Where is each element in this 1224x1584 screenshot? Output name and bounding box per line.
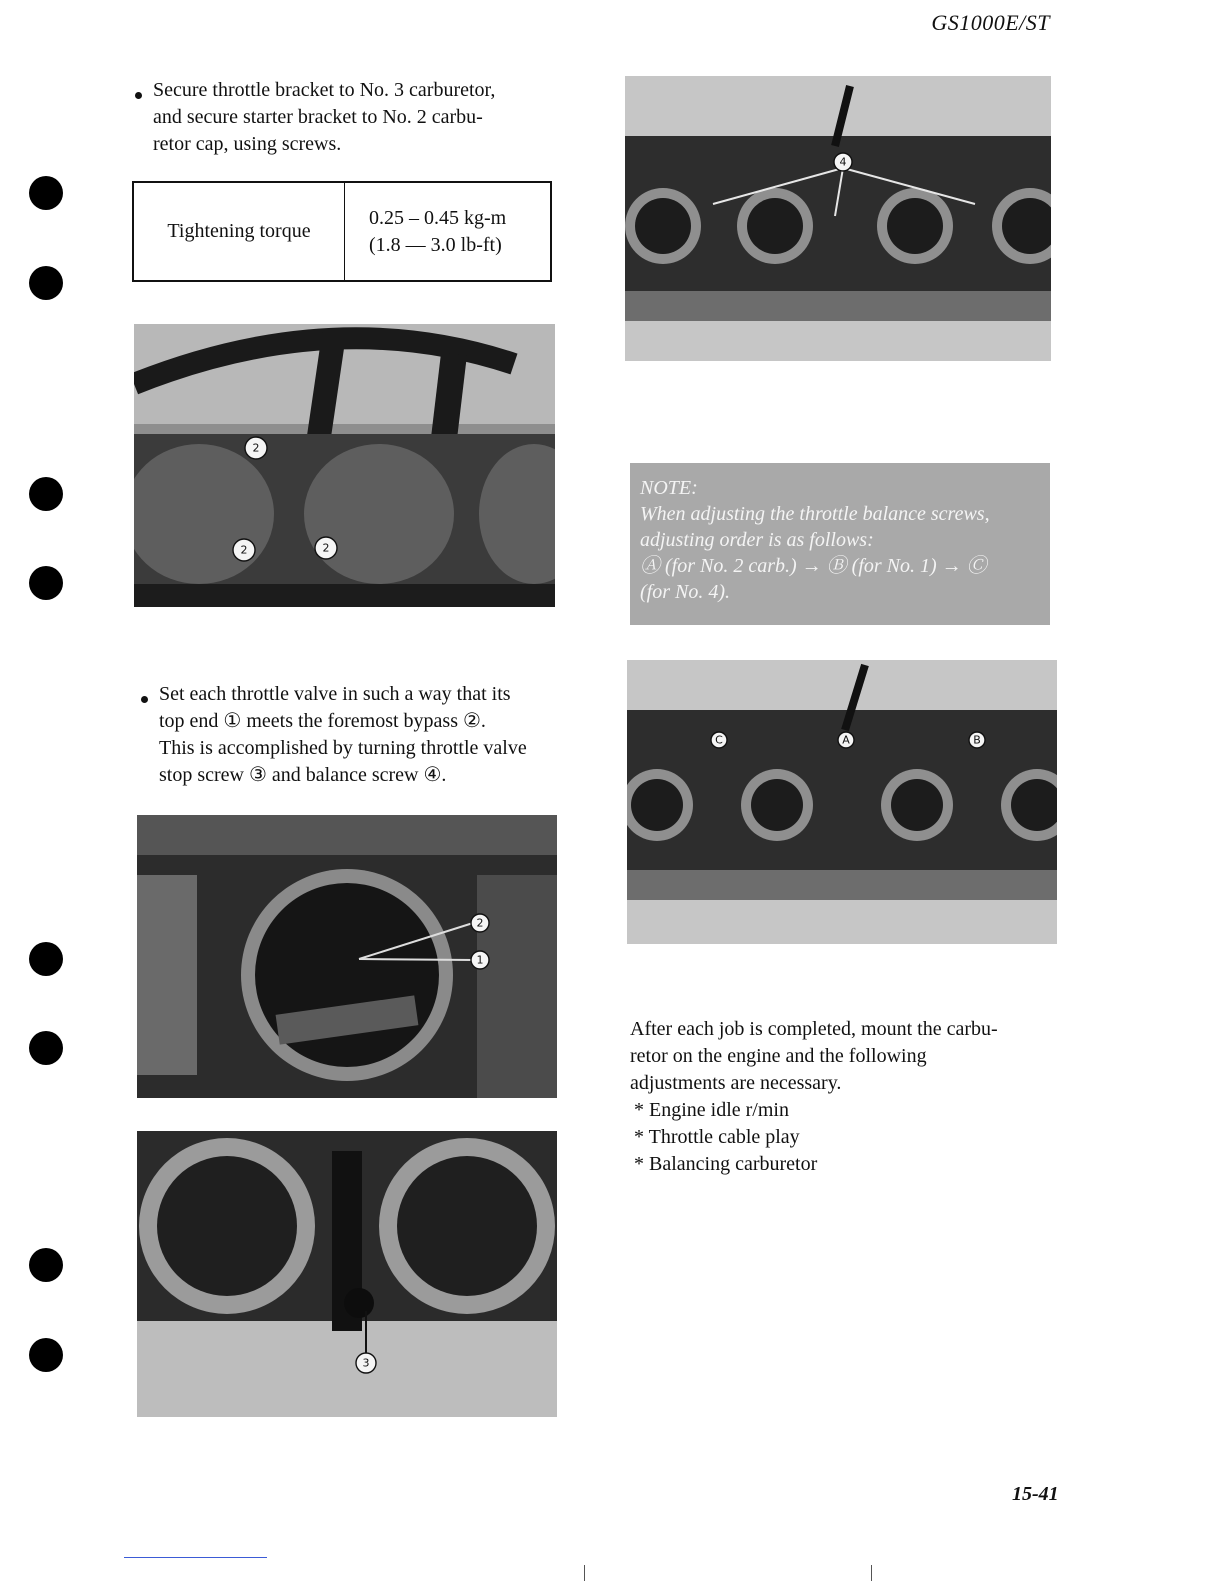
callout-marker	[356, 1353, 376, 1373]
page-number: 15-41	[1012, 1483, 1059, 1505]
bullet-dot	[141, 696, 148, 703]
torque-values	[345, 183, 550, 280]
svg-text:B: B	[973, 733, 981, 747]
callout-marker	[471, 951, 489, 969]
text-line: retor cap, using screws.	[153, 133, 342, 155]
adjustment-list	[630, 1097, 1058, 1178]
callout-marker	[233, 539, 255, 561]
scan-mark	[871, 1565, 872, 1581]
text-line: top end ① meets the foremost bypass ②.	[159, 710, 486, 732]
torque-value-imperial: (1.8 — 3.0 lb-ft)	[369, 233, 502, 256]
note-line: When adjusting the throttle balance screws,	[640, 503, 990, 525]
callout-marker	[838, 732, 854, 748]
note-box	[630, 463, 1050, 625]
binder-hole	[29, 1248, 63, 1282]
note-line: (for No. 4).	[640, 581, 730, 603]
photo-balance-order	[627, 660, 1057, 944]
photo-throttle-bypass	[137, 815, 557, 1098]
throttle-valve-instruction	[159, 681, 555, 789]
svg-text:2: 2	[476, 916, 484, 930]
text-line: Secure throttle bracket to No. 3 carburetor,	[153, 79, 496, 101]
binder-hole	[29, 1338, 63, 1372]
binder-hole	[29, 176, 63, 210]
svg-text:C: C	[715, 733, 723, 747]
photo-bypass-illustration	[137, 815, 557, 1098]
post-adjustment-text	[630, 1016, 1058, 1178]
text-line: This is accomplished by turning throttle valve	[159, 737, 527, 759]
note-line: adjusting order is as follows:	[640, 529, 874, 551]
bracket-instruction	[153, 77, 553, 158]
svg-text:2: 2	[322, 541, 330, 555]
callout-marker	[471, 914, 489, 932]
adjustment-item: * Throttle cable play	[634, 1126, 800, 1148]
bullet-dot	[135, 92, 142, 99]
photo-balance-order-illustration	[627, 660, 1057, 944]
callout-marker	[711, 732, 727, 748]
callout-marker	[969, 732, 985, 748]
svg-text:2: 2	[252, 441, 260, 455]
callout-marker	[834, 153, 852, 171]
torque-value-metric: 0.25 – 0.45 kg-m	[369, 206, 507, 229]
photo-bracket-illustration	[134, 324, 555, 607]
adjustment-item: * Balancing carburetor	[634, 1153, 818, 1175]
photo-balance-screws	[625, 76, 1051, 361]
text-line: and secure starter bracket to No. 2 carbu-	[153, 106, 483, 128]
footer-rule	[124, 1557, 267, 1558]
photo-bracket-screws	[134, 324, 555, 607]
text-line: stop screw ③ and balance screw ④.	[159, 764, 447, 786]
note-title: NOTE:	[640, 477, 698, 499]
binder-hole	[29, 942, 63, 976]
svg-text:3: 3	[362, 1356, 370, 1370]
torque-label: Tightening torque	[134, 183, 345, 280]
binder-hole	[29, 477, 63, 511]
svg-text:4: 4	[839, 155, 847, 169]
photo-stop-screw-illustration	[137, 1131, 557, 1417]
adjustment-item: * Engine idle r/min	[634, 1099, 789, 1121]
text-line: adjustments are necessary.	[630, 1072, 842, 1094]
binder-hole	[29, 266, 63, 300]
text-line: After each job is completed, mount the carbu-	[630, 1018, 998, 1040]
photo-carb-bank-illustration	[625, 76, 1051, 361]
scan-mark	[584, 1565, 585, 1581]
svg-text:2: 2	[240, 543, 248, 557]
document-model-header: GS1000E/ST	[931, 10, 1050, 35]
svg-text:A: A	[842, 733, 850, 747]
callout-marker	[315, 537, 337, 559]
photo-stop-screw	[137, 1131, 557, 1417]
torque-table	[132, 181, 552, 282]
text-line: Set each throttle valve in such a way that its	[159, 683, 511, 705]
text-line: retor on the engine and the following	[630, 1045, 927, 1067]
binder-hole	[29, 566, 63, 600]
binder-hole	[29, 1031, 63, 1065]
note-line: Ⓐ (for No. 2 carb.) → Ⓑ (for No. 1) → Ⓒ	[640, 555, 987, 577]
callout-marker	[245, 437, 267, 459]
svg-text:1: 1	[476, 953, 484, 967]
